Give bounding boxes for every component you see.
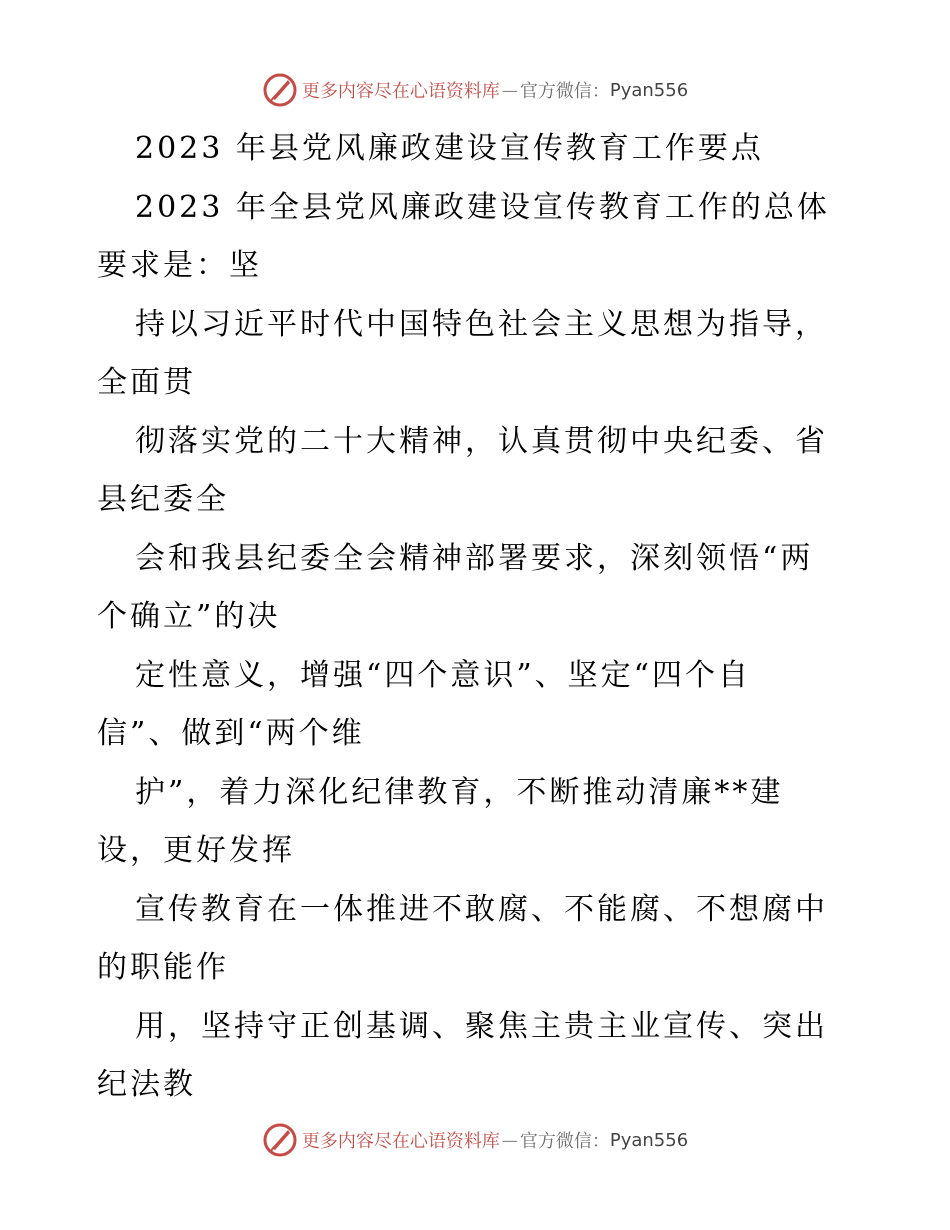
watermark-separator: —: [501, 80, 518, 100]
text-line: 个确立”的决: [97, 599, 281, 634]
watermark-handle: Pyan556: [609, 1129, 689, 1151]
text-line: 彻落实党的二十大精神，认真贯彻中央纪委、省: [135, 423, 828, 459]
text-line: 用，坚持守正创基调、聚焦主贵主业宣传、突出: [135, 1008, 828, 1044]
document-body: [97, 120, 857, 1115]
watermark-handle: Pyan556: [609, 79, 689, 101]
text-line: 要求是：坚: [97, 248, 262, 283]
text-line: 护”，着力深化纪律教育，不断推动清廉**建: [135, 774, 784, 810]
watermark-label: 官方微信：: [519, 81, 610, 102]
text-line: 2023 年全县党风廉政建设宣传教育工作的总体: [135, 189, 830, 225]
text-line: 会和我县纪委全会精神部署要求，深刻领悟“两: [135, 540, 814, 576]
quill-pen-logo-icon: [262, 1122, 298, 1158]
text-line: 纪法教: [97, 1067, 196, 1102]
watermark-header: [0, 70, 950, 110]
document-title: 2023 年县党风廉政建设宣传教育工作要点: [135, 131, 764, 166]
text-line: 宣传教育在一体推进不敢腐、不能腐、不想腐中: [135, 891, 828, 927]
watermark-text: 更多内容尽在心语资料库: [301, 81, 500, 102]
quill-pen-logo-icon: [262, 72, 298, 108]
text-line: 设，更好发挥: [97, 833, 295, 868]
text-line: 全面贯: [97, 365, 196, 400]
watermark-footer: [0, 1120, 950, 1160]
text-line: 定性意义，增强“四个意识”、坚定“四个自: [135, 657, 752, 693]
watermark-label: 官方微信：: [519, 1131, 610, 1152]
watermark-text: 更多内容尽在心语资料库: [301, 1131, 500, 1152]
text-line: 持以习近平时代中国特色社会主义思想为指导，: [135, 306, 828, 342]
watermark-separator: —: [501, 1130, 518, 1150]
text-line: 的职能作: [97, 950, 229, 985]
text-line: 信”、做到“两个维: [97, 716, 365, 751]
text-line: 县纪委全: [97, 482, 229, 517]
